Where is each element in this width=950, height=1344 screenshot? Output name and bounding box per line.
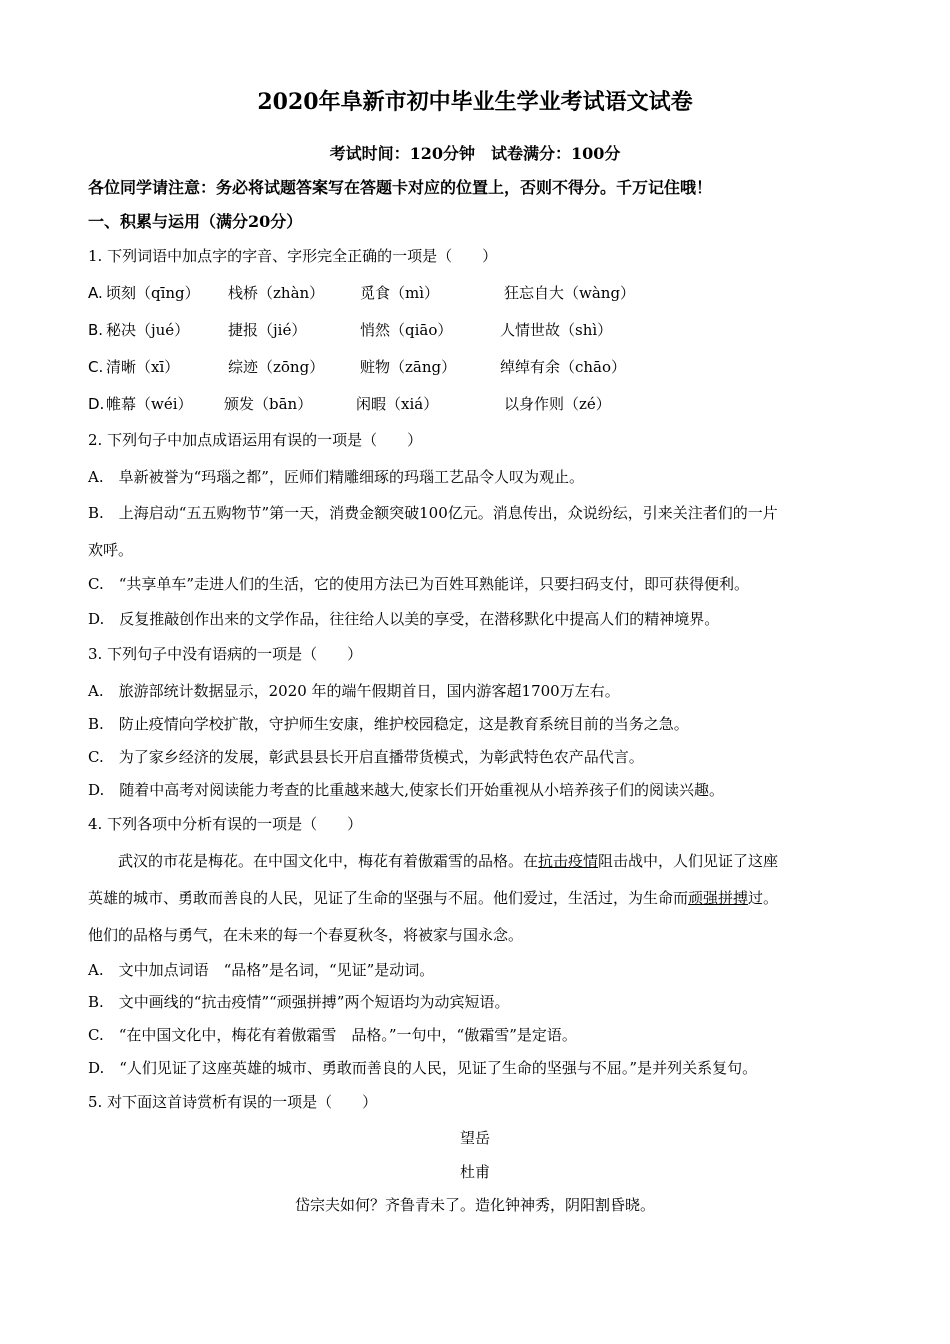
option-letter: D. xyxy=(88,395,105,413)
q4-passage-line-2 xyxy=(88,888,778,908)
option-item: 狂忘自大（wàng） xyxy=(504,284,636,302)
option-letter: C. xyxy=(88,358,104,376)
option-letter: B. xyxy=(88,321,104,339)
q1-stem: 1. 下列词语中加点字的字音、字形完全正确的一项是（ ） xyxy=(88,247,498,265)
option-item: 绰绰有余（chāo） xyxy=(500,358,627,376)
passage-text: 阻击战中，人们见证了这座 xyxy=(598,852,779,870)
option-item: 栈桥（zhàn） xyxy=(228,284,325,302)
q3-option-b: B. 防止疫情向学校扩散，守护师生安康，维护校园稳定，这是教育系统目前的当务之急。 xyxy=(88,715,689,733)
q2-option-d: D. 反复推敲创作出来的文学作品，往往给人以美的享受，在潜移默化中提高人们的精神境界。 xyxy=(88,610,720,628)
q4-stem: 4. 下列各项中分析有误的一项是（ ） xyxy=(88,815,363,833)
poem-title: 望岳 xyxy=(459,1129,490,1147)
option-letter: A. xyxy=(88,284,103,302)
option-item: 颁发（bān） xyxy=(224,395,313,413)
q2-stem: 2. 下列句子中加点成语运用有误的一项是（ ） xyxy=(88,431,423,449)
underlined-phrase: 抗击疫情 xyxy=(538,852,599,870)
q2-option-a: A. 阜新被誉为“玛瑙之都”，匠师们精雕细琢的玛瑙工艺品令人叹为观止。 xyxy=(88,468,584,486)
q3-option-a: A. 旅游部统计数据显示，2020 年的端午假期首日，国内游客超1700万左右。 xyxy=(88,682,620,700)
option-item: 闲暇（xiá） xyxy=(356,395,439,413)
passage-text: 英雄的城市、勇敢而善良的人民，见证了生命的坚强与不屈。他们爱过，生活过，为生命而 xyxy=(88,889,689,907)
page-title: 2020年阜新市初中毕业生学业考试语文试卷 xyxy=(257,89,693,115)
q4-passage-line-3: 他们的品格与勇气，在未来的每一个春夏秋冬，将被家与国永念。 xyxy=(88,926,524,944)
passage-text: 过。 xyxy=(748,889,779,907)
q2-option-b-cont: 欢呼。 xyxy=(88,541,134,559)
q4-option-c: C. “在中国文化中，梅花有着傲霜雪 品格。”一句中，“傲霜雪”是定语。 xyxy=(88,1026,577,1044)
underlined-phrase: 顽强拼搏 xyxy=(688,889,749,907)
q3-stem: 3. 下列句子中没有语病的一项是（ ） xyxy=(88,645,363,663)
q4-option-d: D. “人们见证了这座英雄的城市、勇敢而善良的人民，见证了生命的坚强与不屈。”是并列关系复句。 xyxy=(88,1059,758,1077)
notice: 各位同学请注意：务必将试题答案写在答题卡对应的位置上，否则不得分。千万记住哦！ xyxy=(88,178,713,197)
option-item: 悄然（qiāo） xyxy=(360,321,453,339)
passage-text: 武汉的市花是梅花。在中国文化中，梅花有着傲霜雪的品格。在 xyxy=(88,852,539,870)
poem-line: 岱宗夫如何？齐鲁青未了。造化钟神秀，阴阳割昏晓。 xyxy=(294,1196,655,1214)
q4-option-a: A. 文中加点词语 “品格”是名词，“见证”是动词。 xyxy=(88,961,435,979)
option-item: 捷报（jié） xyxy=(228,321,307,339)
q3-option-c: C. 为了家乡经济的发展，彰武县县长开启直播带货模式，为彰武特色农产品代言。 xyxy=(88,748,644,766)
exam-info: 考试时间：120分钟 试卷满分：100分 xyxy=(329,144,621,163)
q3-option-d: D. 随着中高考对阅读能力考查的比重越来越大,使家长们开始重视从小培养孩子们的阅读兴趣。 xyxy=(88,781,725,799)
option-item: 人情世故（shì） xyxy=(500,321,613,339)
q2-option-c: C. “共享单车”走进人们的生活，它的使用方法已为百姓耳熟能详，只要扫码支付，即可获得便利。 xyxy=(88,575,750,593)
option-item: 顷刻（qīng） xyxy=(106,284,200,302)
poem-author: 杜甫 xyxy=(459,1163,490,1181)
q2-option-b: B. 上海启动“五五购物节”第一天，消费金额突破100亿元。消息传出，众说纷纭，引来关注者们的一片 xyxy=(88,504,778,522)
option-item: 清晰（xī） xyxy=(106,358,180,376)
q5-stem: 5. 对下面这首诗赏析有误的一项是（ ） xyxy=(88,1093,378,1111)
option-item: 帷幕（wéi） xyxy=(106,395,193,413)
q4-option-b: B. 文中画线的“抗击疫情”“顽强拼搏”两个短语均为动宾短语。 xyxy=(88,993,510,1011)
option-item: 赃物（zāng） xyxy=(360,358,457,376)
section-heading: 一、积累与运用（满分20分） xyxy=(88,212,303,231)
option-item: 秘决（jué） xyxy=(106,321,190,339)
option-item: 觅食（mì） xyxy=(360,284,440,302)
option-item: 综迹（zōng） xyxy=(228,358,325,376)
option-item: 以身作则（zé） xyxy=(504,395,611,413)
q4-passage-line-1 xyxy=(88,851,778,871)
